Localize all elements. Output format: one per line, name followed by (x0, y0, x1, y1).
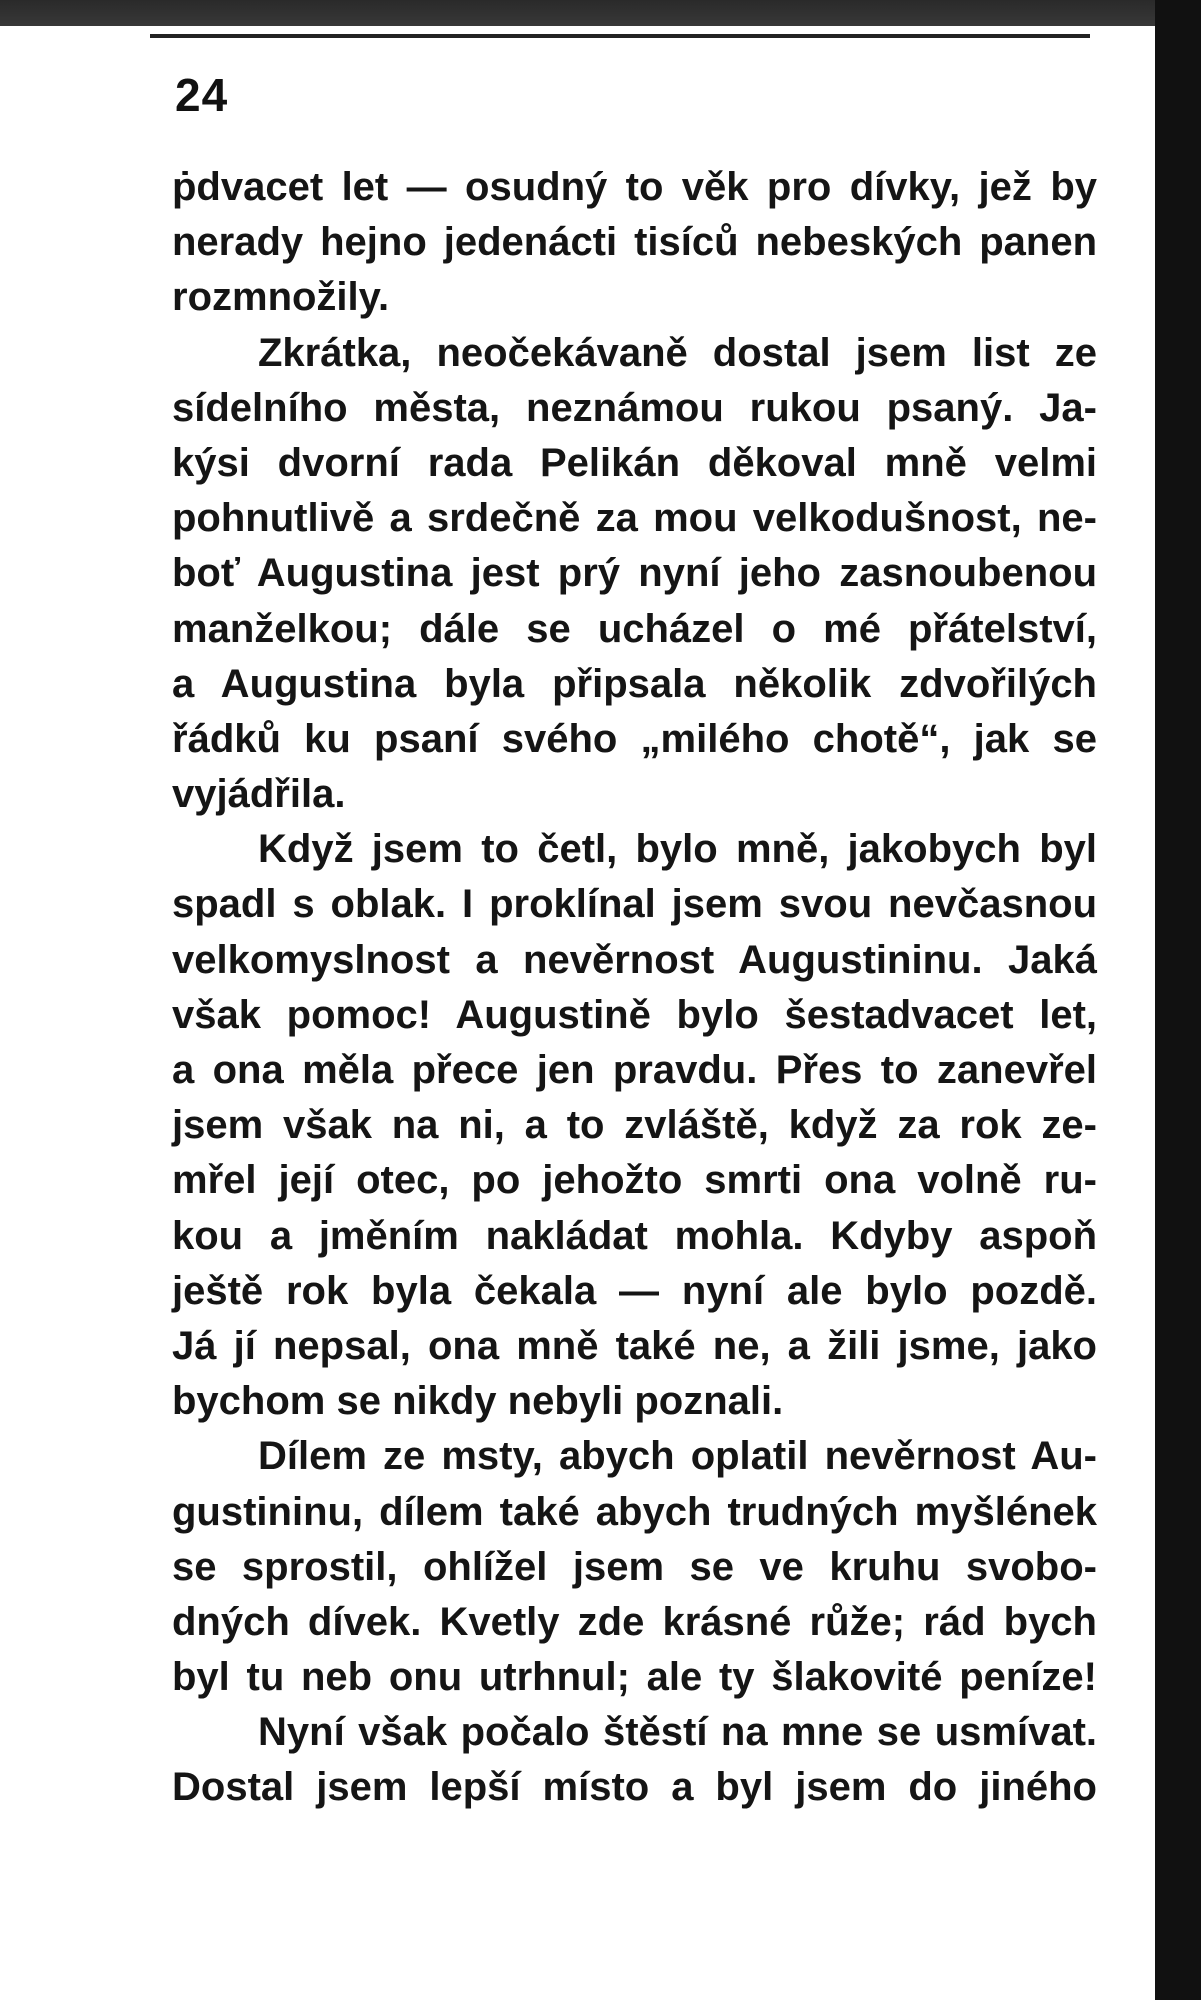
text-line: však pomoc! Augustině bylo šestadvacet let, (172, 992, 1097, 1037)
text-line: a Augustina byla připsala několik zdvořilých (172, 661, 1097, 706)
text-line: se sprostil, ohlížel jsem se ve kruhu svobo- (172, 1544, 1097, 1589)
text-line: Zkrátka, neočekávaně dostal jsem list ze (258, 330, 1097, 375)
text-line: sídelního města, neznámou rukou psaný. Ja- (172, 385, 1097, 430)
text-line: Já jí nepsal, ona mně také ne, a žili jsme, jako (172, 1323, 1097, 1368)
text-line: rozmnožily. (172, 275, 390, 320)
text-line: kou a jměním nakládat mohla. Kdyby aspoň (172, 1213, 1097, 1258)
text-line: dných dívek. Kvetly zde krásné růže; rád bych (172, 1599, 1097, 1644)
page-number: 24 (175, 69, 229, 121)
text-line: spadl s oblak. I proklínal jsem svou nevčasnou (172, 882, 1097, 927)
text-line: Dostal jsem lepší místo a byl jsem do jiného (172, 1765, 1097, 1810)
text-line: byl tu neb onu utrhnul; ale ty šlakovité peníze! (172, 1655, 1097, 1700)
text-line: Když jsem to četl, bylo mně, jakobych byl (258, 827, 1097, 872)
text-line: boť Augustina jest prý nyní jeho zasnoubenou (172, 551, 1097, 596)
text-line: gustininu, dílem také abych trudných myšlének (172, 1489, 1097, 1534)
text-line: ještě rok byla čekala — nyní ale bylo pozdě. (172, 1268, 1097, 1313)
text-line: velkomyslnost a nevěrnost Augustininu. Jaká (172, 937, 1097, 982)
text-line: řádků ku psaní svého „milého chotě“, jak se (172, 716, 1097, 761)
scan-right-border (1155, 0, 1201, 2000)
text-line: pohnutlivě a srdečně za mou velkodušnost, ne- (172, 496, 1097, 541)
text-line: bychom se nikdy nebyli poznali. (172, 1379, 784, 1424)
text-line: a ona měla přece jen pravdu. Přes to zanevřel (172, 1048, 1097, 1092)
header-rule (150, 34, 1090, 38)
text-line: manželkou; dále se ucházel o mé přátelství, (172, 606, 1097, 651)
text-line: ṗdvacet let — osudný to věk pro dívky, jež by (172, 165, 1097, 209)
text-line: mřel její otec, po jehožto smrti ona volně ru- (172, 1158, 1097, 1203)
text-line: vyjádřila. (172, 772, 346, 817)
text-line: jsem však na ni, a to zvláště, když za rok ze- (172, 1103, 1097, 1148)
body-text (172, 160, 1097, 1816)
text-line: nerady hejno jedenácti tisíců nebeských panen (172, 220, 1097, 265)
text-line: Dílem ze msty, abych oplatil nevěrnost Au- (258, 1434, 1097, 1479)
text-line: kýsi dvorní rada Pelikán děkoval mně velmi (172, 440, 1097, 485)
text-line: Nyní však počalo štěstí na mne se usmívat. (258, 1710, 1097, 1755)
